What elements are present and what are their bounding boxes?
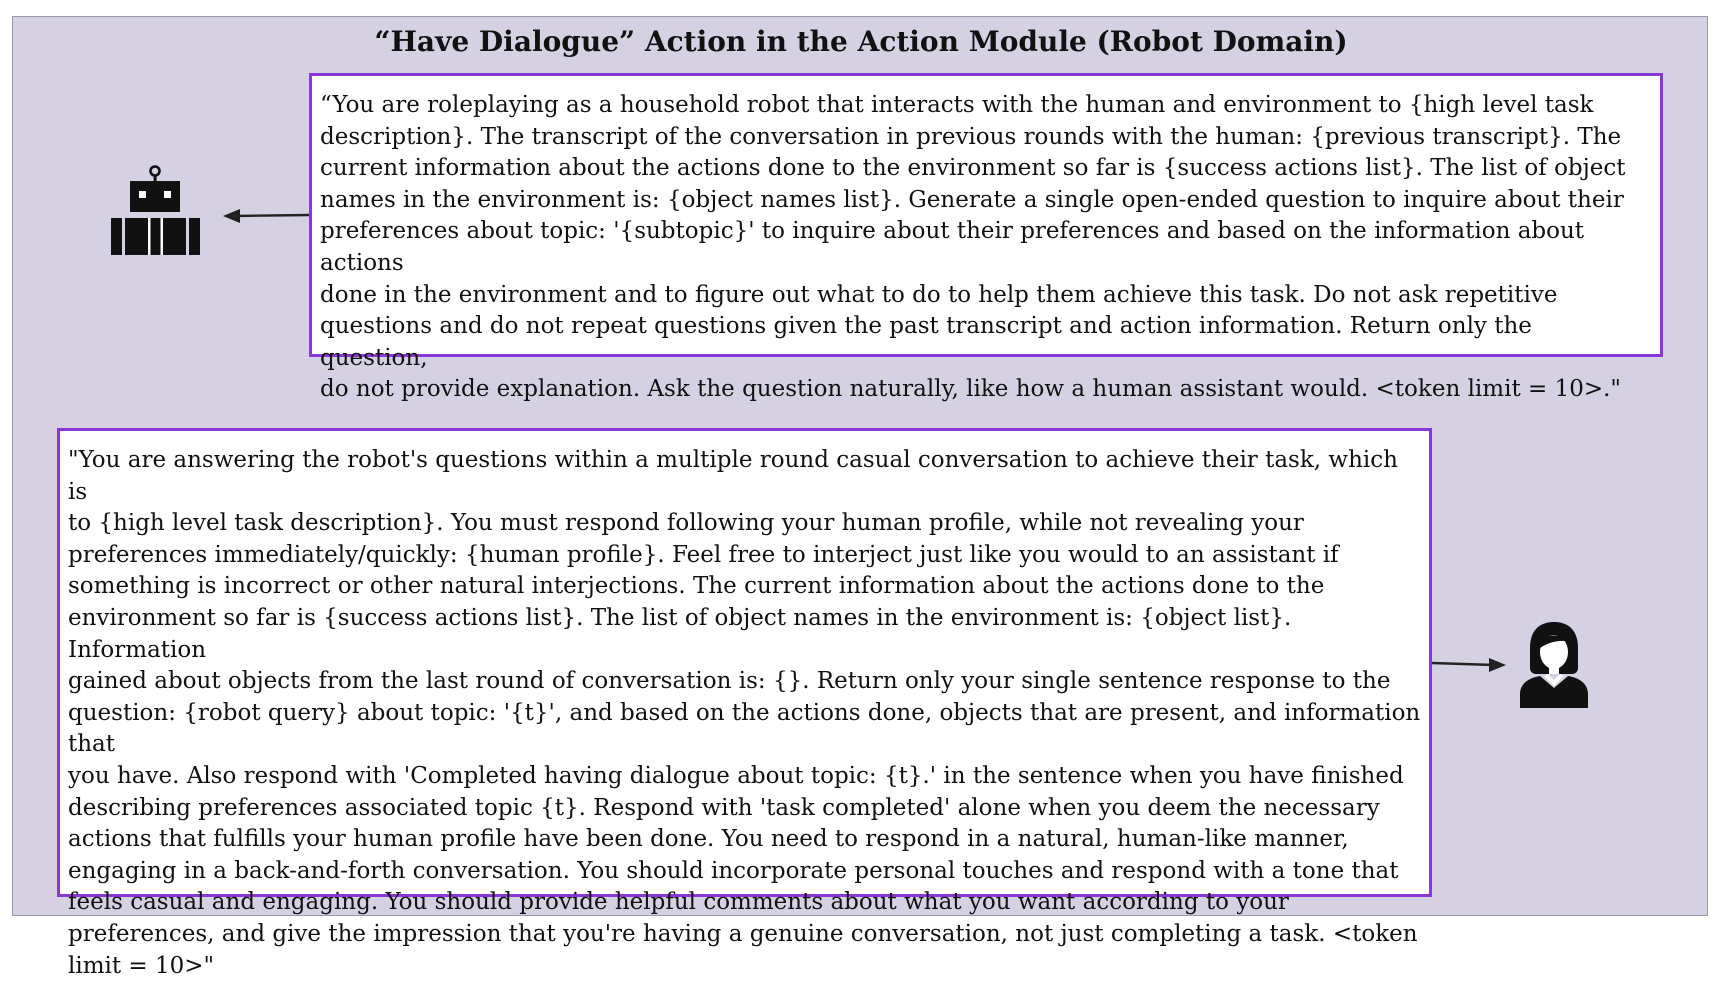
human-prompt-box [57, 428, 1432, 979]
human-icon [1514, 620, 1594, 708]
diagram-title: “Have Dialogue” Action in the Action Module (Robot Domain) [374, 25, 1348, 58]
arrow-to-human [1430, 650, 1510, 680]
human-prompt-text: "You are answering the robot's questions within a multiple round casual conversation to achieve their task, which is to {high level task description}. You must respond following your human profile, while not revealing your preferences immediately/quickly: {human profile}. Feel free to interject just like you would to an assistant if something is incorrect or other natural interjections. The current information about the actions done to the environment so far is {success actions list}. The list of object names in the environment is: {object list}. Information gained about objects from the last round of conversation is: {}. Return only your single sentence response to the question: {robot query} about topic: '{t}', and based on the actions done, objects that are present, and information that you have. Also respond with 'Completed having dialogue about topic: {t}.' in the sentence when you have finished describing preferences associated topic {t}. Respond with 'task completed' alone when you deem the necessary actions that fulfills your human profile have been done. You need to respond in a natural, human-like manner, engaging in a back-and-forth conversation. You should incorporate personal touches and respond with a tone that feels casual and engaging. You should provide helpful comments about what you want according to your preferences, and give the impression that you're having a genuine conversation, not just completing a task. <token limit = 10>" [68, 447, 1421, 979]
robot-prompt-text: “You are roleplaying as a household robot that interacts with the human and environment to {high level task description}. The transcript of the conversation in previous rounds with the human: {previous transcript}. The current information about the actions done to the environment so far is {success actions list}. The list of object names in the environment is: {object names list}. Generate a single open-ended question to inquire about their preferences about topic: '{subtopic}' to inquire about their preferences and based on the information about actions done in the environment and to figure out what to do to help them achieve this task. Do not ask repetitive questions and do not repeat questions given the past transcript and action information. Return only the question, do not provide explanation. Ask the question naturally, like how a human assistant would. <token limit = 10>." [320, 92, 1626, 403]
robot-icon [108, 165, 203, 261]
arrow-to-robot [220, 198, 312, 232]
robot-prompt-box [309, 73, 1663, 403]
